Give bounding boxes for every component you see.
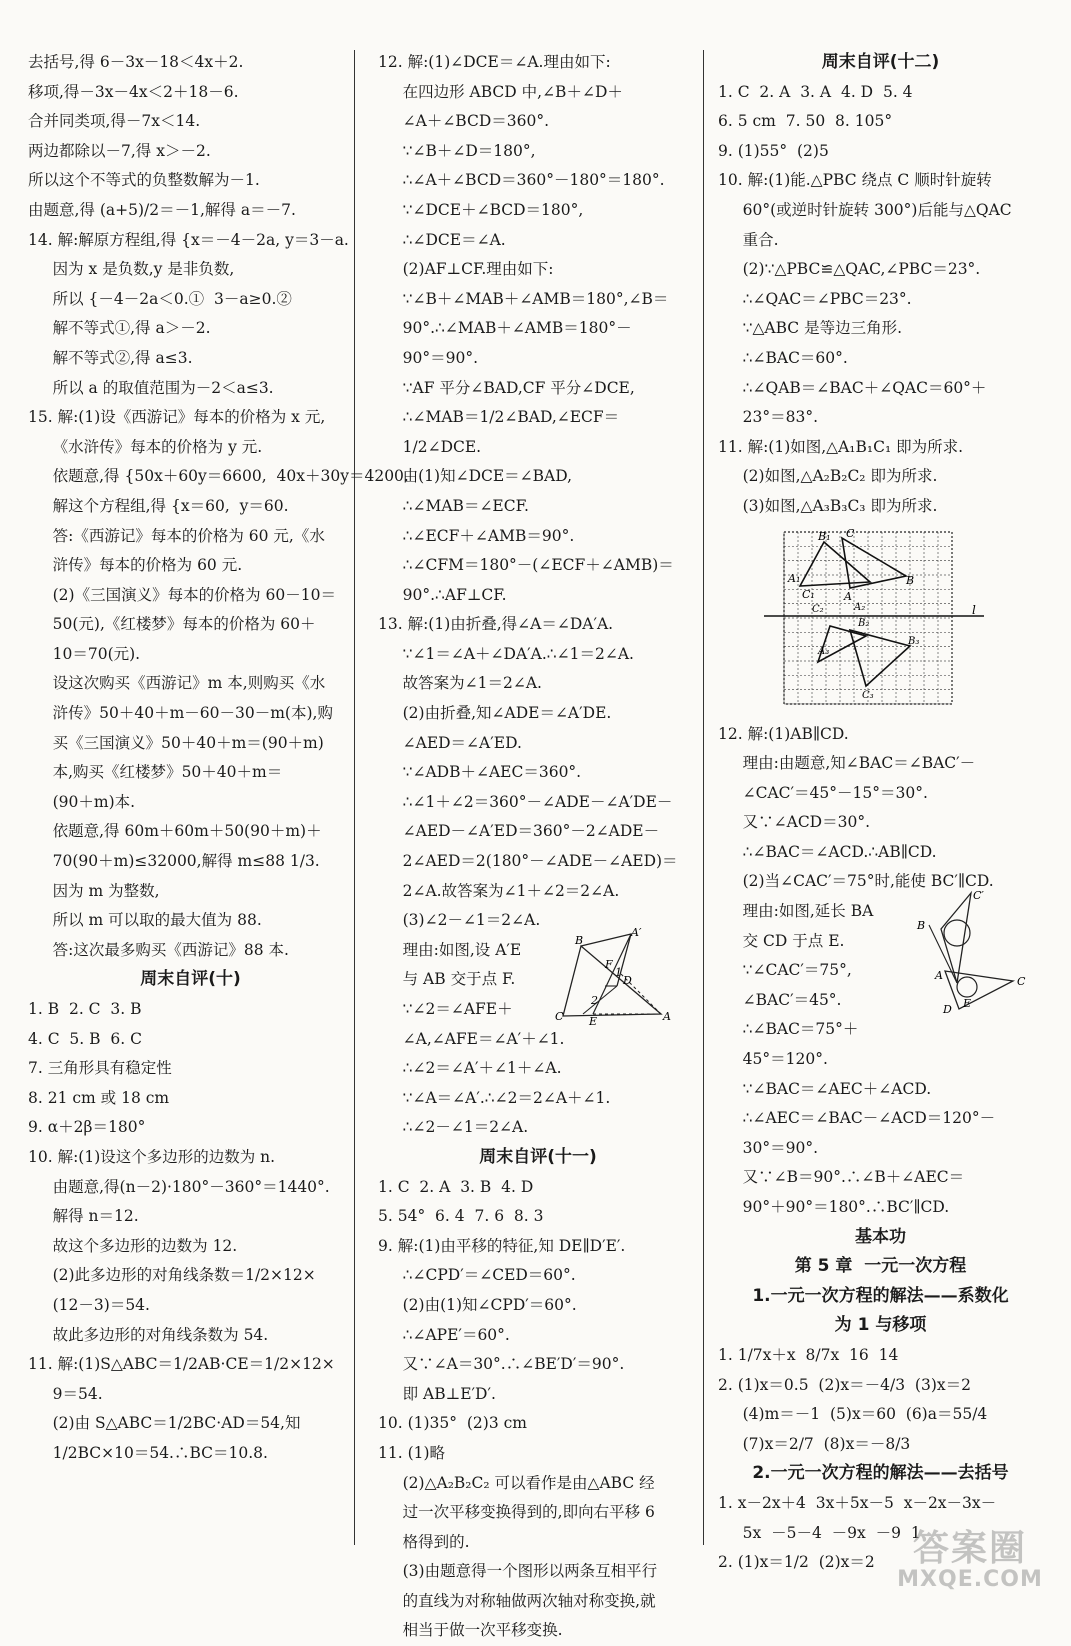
- text-line: 因为 x 是负数,y 是非负数,: [28, 260, 235, 279]
- text-line: ∴∠QAC＝∠PBC＝23°.: [718, 289, 912, 308]
- text-line: (90＋m)本.: [28, 792, 136, 811]
- text-line: 10. 解:(1)能.△PBC 绕点 C 顺时针旋转: [718, 171, 992, 190]
- text-line: 又∵∠ACD＝30°.: [718, 813, 871, 832]
- text-line: ∵∠BAC＝∠AEC＋∠ACD.: [718, 1079, 932, 1098]
- text-line: ∵∠B＋∠D＝180°,: [378, 141, 536, 160]
- text-line: 所以这个不等式的负整数解为－1.: [28, 171, 260, 190]
- text-line: ∴∠AEC＝∠BAC－∠ACD＝120°－: [718, 1109, 996, 1128]
- text-line: 浒传》50＋40＋m－60－30－m(本),购: [28, 704, 333, 723]
- text-line: (2)△A₂B₂C₂ 可以看作是由△ABC 经: [378, 1473, 655, 1492]
- label-2: 2: [591, 993, 598, 1007]
- text-line: 故答案为∠1＝2∠A.: [378, 674, 542, 693]
- text-line: 依题意,得 {50x＋60y＝6600, 40x＋30y＝4200.: [28, 467, 409, 486]
- text-line: 由题意,得 (a+5)/2＝－1,解得 a＝－7.: [28, 200, 296, 219]
- answer-column-2: [378, 48, 698, 1646]
- text-line: 理由:如图,设 A′E: [378, 940, 522, 959]
- text-line: 1/2∠DCE.: [378, 437, 482, 456]
- text-line: (4)m＝－1 (5)x＝60 (6)a＝55/4: [718, 1405, 988, 1424]
- text-line: ∴∠ECF＋∠AMB＝90°.: [378, 526, 575, 545]
- text-line: ∴∠QAB＝∠BAC＋∠QAC＝60°＋: [718, 378, 987, 397]
- text-line: 2. (1)x＝0.5 (2)x＝－4/3 (3)x＝2: [718, 1375, 971, 1394]
- text-line: 所以 m 可以取的最大值为 88.: [28, 911, 262, 930]
- section-heading: 周末自评(十二): [821, 52, 940, 72]
- text-line: 13. 解:(1)由折叠,得∠A＝∠DA′A.: [378, 615, 614, 634]
- text-line: (2)由(1)知∠CPD′＝60°.: [378, 1295, 577, 1314]
- text-line: ∵∠1＝∠A＋∠DA′A.∴∠1＝2∠A.: [378, 644, 634, 663]
- text-line: 90°.∴AF⊥CF.: [378, 585, 507, 604]
- text-line: 所以 a 的取值范围为－2＜a≤3.: [28, 378, 274, 397]
- text-line: ∴∠2－∠1＝2∠A.: [378, 1118, 529, 1137]
- text-line: 解不等式①,得 a＞－2.: [28, 319, 211, 338]
- text-line: 因为 m 为整数,: [28, 881, 160, 900]
- text-line: 10＝70(元).: [28, 644, 141, 663]
- text-line: 7. 三角形具有稳定性: [28, 1059, 172, 1078]
- section-heading: 基本功: [855, 1226, 906, 1247]
- text-line: 在四边形 ABCD 中,∠B＋∠D＋: [378, 82, 623, 101]
- label-E: E: [963, 997, 972, 1011]
- text-line: ∵AF 平分∠BAD,CF 平分∠DCE,: [378, 378, 635, 397]
- grid-figure-wrapper: [718, 526, 1043, 714]
- watermark-title: 答案圈: [912, 1528, 1027, 1569]
- label-C3: C₃: [862, 689, 874, 701]
- text-line: ∴∠CFM＝180°－(∠ECF＋∠AMB)＝: [378, 556, 674, 575]
- text-line: (2)如图,△A₂B₂C₂ 即为所求.: [718, 467, 938, 486]
- text-line: ∴∠MAB＝∠ECF.: [378, 496, 529, 515]
- text-line: 50(元),《红楼梦》每本的价格为 60＋: [28, 615, 316, 634]
- watermark-url: MXQE.COM: [897, 1567, 1043, 1592]
- label-1: 1: [615, 965, 622, 979]
- text-line: 相当于做一次平移变换.: [378, 1621, 563, 1640]
- text-line: 90°＋90°＝180°.∴BC′∥CD.: [718, 1198, 950, 1216]
- text-line: 理由:如图,延长 BA: [718, 902, 874, 921]
- answer-column-1: [28, 48, 409, 1469]
- text-line: 1/2BC×10＝54.∴BC＝10.8.: [28, 1443, 268, 1462]
- text-line: 重合.: [718, 230, 779, 249]
- text-line: 90°.∴∠MAB＋∠AMB＝180°－: [378, 319, 632, 338]
- text-line: 1. x－2x＋4 3x＋5x－5 x－2x－3x－: [718, 1493, 997, 1512]
- text-line: 解不等式②,得 a≤3.: [28, 348, 193, 367]
- label-A: A: [935, 969, 943, 983]
- text-line: 与 AB 交于点 F.: [378, 970, 516, 989]
- text-line: 解这个方程组,得 {x＝60, y＝60.: [28, 496, 289, 515]
- text-line: 又∵∠B＝90°.∴∠B＋∠AEC＝: [718, 1168, 965, 1187]
- text-line: (2)当∠CAC′＝75°时,能使 BC′∥CD.: [718, 872, 994, 891]
- text-line: (3)如图,△A₃B₃C₃ 即为所求.: [718, 496, 938, 515]
- label-A2: A₂: [854, 601, 866, 613]
- chapter-heading: 第 5 章 一元一次方程: [794, 1256, 967, 1277]
- section-heading: 周末自评(十一): [479, 1146, 597, 1167]
- text-line: ∴∠1＋∠2＝360°－∠ADE－∠A′DE－: [378, 792, 673, 811]
- label-D: D: [943, 1003, 952, 1017]
- answer-column-3: [718, 48, 1043, 1578]
- text-line: 去括号,得 6－3x－18＜4x＋2.: [28, 53, 244, 71]
- text-line: 两边都除以－7,得 x＞－2.: [28, 141, 211, 160]
- text-line: ∵∠2＝∠AFE＋: [378, 1000, 513, 1018]
- text-line: 2∠AED＝2(180°－∠ADE－∠AED)＝: [378, 852, 678, 871]
- text-line: ∵∠A＝∠A′.∴∠2＝2∠A＋∠1.: [378, 1088, 611, 1107]
- section-heading: 周末自评(十): [140, 969, 241, 990]
- text-line: 所以 {－4－2a＜0.① 3－a≥0.②: [28, 289, 292, 308]
- text-line: ∴∠MAB＝1/2∠BAD,∠ECF＝: [378, 408, 620, 427]
- label-B1: B₁: [818, 529, 831, 543]
- text-line: (2)此多边形的对角线条数＝1/2×12×: [28, 1266, 316, 1285]
- text-line: ∠CAC′＝45°－15°＝30°.: [718, 783, 928, 802]
- label-C: C: [1017, 975, 1026, 989]
- label-A-prime: A′: [631, 925, 642, 939]
- text-line: ∴∠2＝∠A′＋∠1＋∠A.: [378, 1059, 562, 1078]
- text-line: 8. 21 cm 或 18 cm: [28, 1088, 170, 1107]
- text-line: 由(1)知∠DCE＝∠BAD,: [378, 467, 573, 486]
- text-line: 6. 5 cm 7. 50 8. 105°: [718, 112, 893, 131]
- text-line: 交 CD 于点 E.: [718, 931, 845, 950]
- text-line: 故此多边形的对角线条数为 54.: [28, 1325, 269, 1344]
- label-F: F: [605, 957, 613, 971]
- text-line: 格得到的.: [378, 1532, 470, 1551]
- label-C-prime: C′: [973, 889, 984, 903]
- text-line: ∵∠CAC′＝75°,: [718, 961, 852, 980]
- text-line: ∴∠BAC＝75°＋: [718, 1020, 859, 1039]
- label-B2: B₂: [858, 617, 870, 629]
- text-line: 《水浒传》每本的价格为 y 元.: [28, 437, 263, 456]
- text-line: 过一次平移变换得到的,即向右平移 6: [378, 1503, 655, 1522]
- label-C2: C₂: [812, 603, 824, 615]
- text-line: 合并同类项,得－7x＜14.: [28, 112, 201, 131]
- text-line: 设这次购买《西游记》m 本,则购买《水: [28, 674, 326, 693]
- text-line: 答:这次最多购买《西游记》88 本.: [28, 940, 289, 959]
- text-line: 90°＝90°.: [378, 348, 479, 367]
- text-line: ∠AED－∠A′ED＝360°－2∠ADE－: [378, 822, 660, 841]
- text-line: ∵∠B＋∠MAB＋∠AMB＝180°,∠B＝: [378, 289, 669, 308]
- text-line: ∴∠BAC＝∠ACD.∴AB∥CD.: [718, 842, 937, 861]
- text-line: 浒传》每本的价格为 60 元.: [28, 556, 243, 575]
- text-line: 买《三国演义》50＋40＋m＝(90＋m): [28, 733, 324, 752]
- rotation-figure: [913, 889, 1043, 1017]
- text-line: 本,购买《红楼梦》50＋40＋m＝: [28, 763, 283, 782]
- subsection-heading: 1.一元一次方程的解法——系数化: [752, 1285, 1009, 1306]
- text-line: ∴∠CPD′＝∠CED＝60°.: [378, 1266, 576, 1285]
- text-line: ∵△ABC 是等边三角形.: [718, 319, 903, 338]
- text-line: 70(90＋m)≤32000,解得 m≤88 1/3.: [28, 852, 320, 871]
- text-line: ∴∠DCE＝∠A.: [378, 230, 506, 249]
- fold-figure: [553, 925, 683, 1028]
- label-C: C: [555, 1009, 564, 1023]
- text-line: ∴∠A＋∠BCD＝360°－180°＝180°.: [378, 171, 665, 190]
- label-B: B: [917, 919, 926, 933]
- text-line: 9＝54.: [28, 1384, 103, 1403]
- text-line: ∴∠BAC＝60°.: [718, 348, 848, 367]
- text-line: 9. (1)55° (2)5: [718, 141, 829, 160]
- text-line: 5. 54° 6. 4 7. 6 8. 3: [378, 1207, 544, 1226]
- text-line: 1. C 2. A 3. B 4. D: [378, 1177, 534, 1196]
- label-C1: C₁: [802, 587, 815, 601]
- text-line: ∠A＋∠BCD＝360°.: [378, 112, 550, 131]
- text-line: 的直线为对称轴做两次轴对称变换,就: [378, 1591, 656, 1610]
- text-line: 11. 解:(1)S△ABC＝1/2AB·CE＝1/2×12×: [28, 1355, 335, 1374]
- text-line: ∠AED＝∠A′ED.: [378, 733, 522, 752]
- site-watermark: [875, 1526, 1065, 1596]
- label-E: E: [589, 1014, 598, 1028]
- text-line: (2)∵△PBC≌△QAC,∠PBC＝23°.: [718, 260, 981, 279]
- text-line: 2∠A.故答案为∠1＋∠2＝2∠A.: [378, 881, 620, 900]
- label-l: l: [972, 602, 976, 617]
- text-line: 9. α＋2β＝180°: [28, 1118, 146, 1137]
- text-line: 30°＝90°.: [718, 1138, 819, 1157]
- text-line: (3)由题意得一个图形以两条互相平行: [378, 1562, 658, 1581]
- text-line: (3)∠2－∠1＝2∠A.: [378, 911, 541, 930]
- text-line: 9. 解:(1)由平移的特征,知 DE∥D′E′.: [378, 1236, 626, 1255]
- column-divider-left: [354, 50, 355, 1545]
- label-A3: A₃: [818, 645, 830, 657]
- text-line: 移项,得－3x－4x＜2＋18－6.: [28, 82, 239, 101]
- subsection-heading: 2.一元一次方程的解法——去括号: [752, 1463, 1009, 1484]
- text-line: 答:《西游记》每本的价格为 60 元,《水: [28, 526, 325, 545]
- text-line: 10. (1)35° (2)3 cm: [378, 1414, 527, 1433]
- text-line: ∠A,∠AFE＝∠A′＋∠1.: [378, 1029, 565, 1048]
- text-line: 11. (1)略: [378, 1443, 446, 1462]
- text-line: 15. 解:(1)设《西游记》每本的价格为 x 元,: [28, 408, 326, 427]
- column-divider-right: [703, 50, 704, 1545]
- label-A: A: [663, 1009, 671, 1023]
- label-B: B: [906, 573, 915, 587]
- text-line: 解得 n＝12.: [28, 1207, 139, 1226]
- label-A: A: [844, 589, 852, 603]
- text-line: 故这个多边形的边数为 12.: [28, 1236, 238, 1255]
- text-line: 1. C 2. A 3. A 4. D 5. 4: [718, 82, 913, 101]
- text-line: (2)由 S△ABC＝1/2BC·AD＝54,知: [28, 1414, 301, 1433]
- text-line: 依题意,得 60m＋60m＋50(90＋m)＋: [28, 822, 322, 841]
- text-line: 60°(或逆时针旋转 300°)后能与△QAC: [718, 200, 1012, 219]
- label-D: D: [623, 973, 632, 987]
- text-line: ∠BAC′＝45°.: [718, 990, 842, 1009]
- text-line: 14. 解:解原方程组,得 {x＝－4－2a, y＝3－a.: [28, 230, 349, 249]
- text-line: 11. 解:(1)如图,△A₁B₁C₁ 即为所求.: [718, 437, 964, 456]
- text-line: 12. 解:(1)AB∥CD.: [718, 724, 849, 743]
- text-line: ∵∠ADB＋∠AEC＝360°.: [378, 763, 582, 782]
- text-line: 由题意,得(n－2)·180°－360°＝1440°.: [28, 1177, 330, 1196]
- text-line: 45°＝120°.: [718, 1050, 828, 1069]
- text-line: 1. 1/7x＋x 8/7x 16 14: [718, 1345, 899, 1364]
- subsection-heading-cont: 为 1 与移项: [834, 1315, 927, 1336]
- label-B: B: [575, 933, 584, 947]
- text-line: 又∵∠A＝30°.∴∠BE′D′＝90°.: [378, 1355, 625, 1374]
- text-line: 2. (1)x＝1/2 (2)x＝2: [718, 1553, 875, 1572]
- text-line: 23°＝83°.: [718, 408, 819, 427]
- grid-transformation-figure: [758, 526, 988, 710]
- text-line: (2)由折叠,知∠ADE＝∠A′DE.: [378, 704, 612, 723]
- text-line: (7)x＝2/7 (8)x＝－8/3: [718, 1434, 911, 1453]
- label-A1: A₁: [788, 571, 801, 585]
- text-line: 理由:由题意,知∠BAC＝∠BAC′－: [718, 754, 976, 773]
- text-line: 1. B 2. C 3. B: [28, 1000, 142, 1018]
- text-line: ∵∠DCE＋∠BCD＝180°,: [378, 200, 584, 219]
- text-line: 12. 解:(1)∠DCE＝∠A.理由如下:: [378, 53, 611, 71]
- label-C: C: [846, 526, 855, 540]
- text-line: 即 AB⊥E′D′.: [378, 1384, 496, 1403]
- label-B3: B₃: [908, 635, 920, 647]
- text-line: (2)AF⊥CF.理由如下:: [378, 260, 554, 279]
- text-line: 10. 解:(1)设这个多边形的边数为 n.: [28, 1147, 276, 1166]
- text-line: 5x －5－4 －9x －9 1: [718, 1523, 921, 1542]
- text-line: 4. C 5. B 6. C: [28, 1029, 142, 1048]
- text-line: (12－3)＝54.: [28, 1295, 150, 1314]
- text-line: ∴∠APE′＝60°.: [378, 1325, 510, 1344]
- text-line: (2)《三国演义》每本的价格为 60－10＝: [28, 585, 336, 604]
